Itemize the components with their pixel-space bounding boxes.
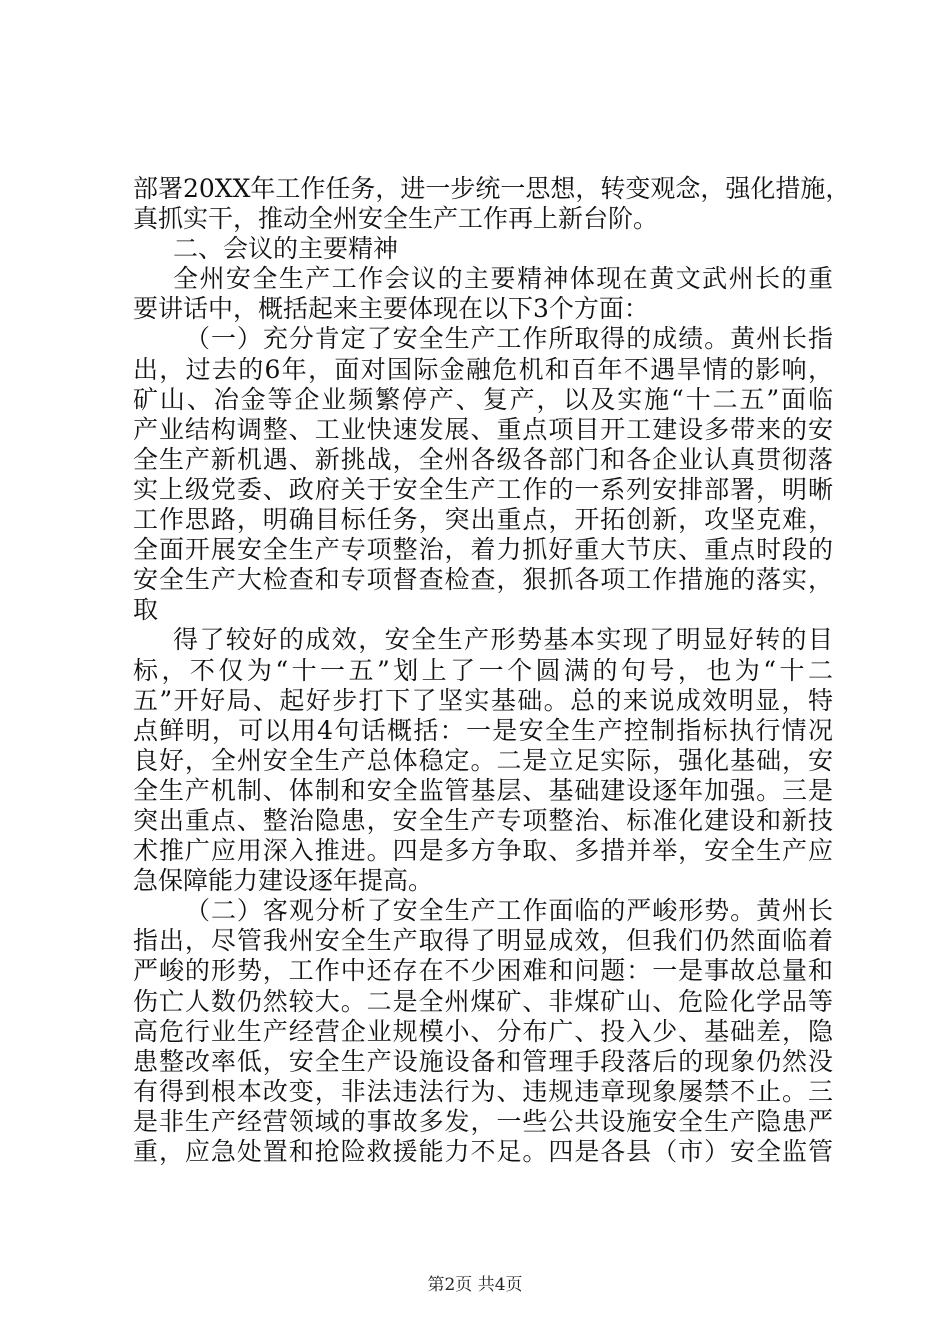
text-line: 标，不仅为“十一五”划上了一个圆满的句号，也为“十二 (133, 655, 833, 685)
text-line: 真抓实干，推动全州安全生产工作再上新台阶。 (133, 204, 659, 234)
subsection-heading-line: （一）充分肯定了安全生产工作所取得的成绩。黄州长指 (185, 324, 833, 354)
text-line: 五”开好局、起好步打下了坚实基础。总的来说成效明显，特 (133, 685, 833, 715)
text-line: 矿山、冶金等企业频繁停产、复产，以及实施“十二五”面临 (133, 384, 833, 414)
text-line: 全生产新机遇、新挑战，全州各级各部门和各企业认真贯彻落 (133, 444, 833, 474)
text-line: 要讲话中，概括起来主要体现在以下3个方面： (133, 294, 649, 324)
text-line: 实上级党委、政府关于安全生产工作的一系列安排部署，明晰 (133, 474, 833, 504)
text-line: 出，过去的6年，面对国际金融危机和百年不遇旱情的影响， (133, 354, 833, 384)
text-line: 是非生产经营领域的事故多发，一些公共设施安全生产隐患严 (133, 1106, 833, 1136)
text-line: 取 (133, 595, 159, 625)
text-line: 全生产机制、体制和安全监管基层、基础建设逐年加强。三是 (133, 775, 833, 805)
text-line: 工作思路，明确目标任务，突出重点，开拓创新，攻坚克难， (133, 505, 833, 535)
section-heading: 二、会议的主要精神 (173, 234, 399, 264)
text-line: 术推广应用深入推进。四是多方争取、多措并举，安全生产应 (133, 836, 833, 866)
text-line: 急保障能力建设逐年提高。 (133, 866, 434, 896)
text-line: 部署20XX年工作任务，进一步统一思想，转变观念，强化措施， (133, 174, 851, 203)
text-line: 高危行业生产经营企业规模小、分布广、投入少、基础差，隐 (133, 1016, 833, 1046)
text-line: 指出，尽管我州安全生产取得了明显成效，但我们仍然面临着 (133, 926, 833, 956)
text-line: 严峻的形势，工作中还存在不少困难和问题：一是事故总量和 (133, 956, 833, 986)
text-line: 突出重点、整治隐患，安全生产专项整治、标准化建设和新技 (133, 805, 833, 835)
text-line: 良好，全州安全生产总体稳定。二是立足实际，强化基础，安 (133, 745, 833, 775)
text-line: 伤亡人数仍然较大。二是全州煤矿、非煤矿山、危险化学品等 (133, 986, 833, 1016)
document-body (133, 174, 851, 1167)
text-line: 得了较好的成效，安全生产形势基本实现了明显好转的目 (173, 625, 833, 655)
text-line: 产业结构调整、工业快速发展、重点项目开工建设多带来的安 (133, 414, 833, 444)
text-line: 安全生产大检查和专项督查检查，狠抓各项工作措施的落实， (133, 565, 833, 595)
subsection-heading-line: （二）客观分析了安全生产工作面临的严峻形势。黄州长 (185, 896, 833, 926)
text-line: 有得到根本改变，非法违法行为、违规违章现象屡禁不止。三 (133, 1076, 833, 1106)
text-line: 点鲜明，可以用4句话概括：一是安全生产控制指标执行情况 (133, 715, 833, 745)
text-line: 患整改率低，安全生产设施设备和管理手段落后的现象仍然没 (133, 1046, 833, 1076)
page-indicator: 第2页 共4页 (427, 1275, 523, 1295)
text-line: 全州安全生产工作会议的主要精神体现在黄文武州长的重 (173, 264, 833, 294)
text-line: 全面开展安全生产专项整治，着力抓好重大节庆、重点时段的 (133, 535, 833, 565)
text-line: 重，应急处置和抢险救援能力不足。四是各县（市）安全监管 (133, 1137, 833, 1166)
page-footer (0, 1270, 950, 1295)
